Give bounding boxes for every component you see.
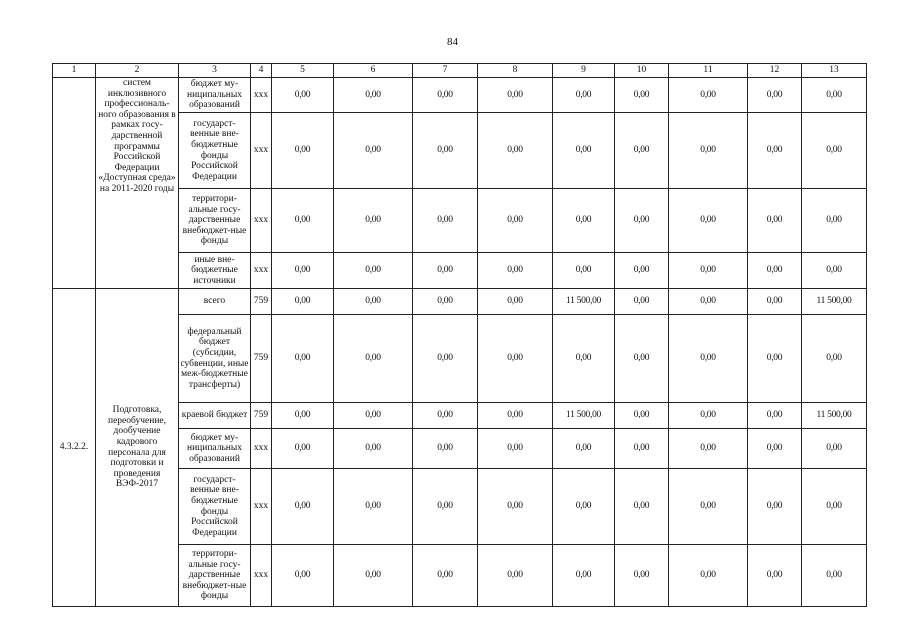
amount-cell: 0,00 bbox=[272, 403, 334, 429]
table-row bbox=[53, 289, 867, 315]
column-header: 3 bbox=[179, 64, 251, 78]
grbs-code-cell: ххх bbox=[251, 469, 272, 545]
amount-cell: 0,00 bbox=[478, 189, 553, 253]
amount-cell: 0,00 bbox=[669, 469, 748, 545]
amount-cell: 0,00 bbox=[334, 113, 413, 189]
amount-cell: 0,00 bbox=[478, 545, 553, 607]
table-body bbox=[53, 64, 867, 607]
amount-cell: 0,00 bbox=[272, 289, 334, 315]
amount-cell: 0,00 bbox=[615, 189, 669, 253]
amount-cell: 0,00 bbox=[334, 545, 413, 607]
column-header: 1 bbox=[53, 64, 96, 78]
amount-cell: 0,00 bbox=[669, 289, 748, 315]
amount-cell: 0,00 bbox=[802, 113, 867, 189]
grbs-code-cell: ххх bbox=[251, 189, 272, 253]
column-header: 4 bbox=[251, 64, 272, 78]
amount-cell: 0,00 bbox=[272, 253, 334, 289]
amount-cell: 0,00 bbox=[748, 113, 802, 189]
amount-cell: 0,00 bbox=[553, 315, 615, 403]
amount-cell: 0,00 bbox=[553, 78, 615, 113]
amount-cell: 0,00 bbox=[478, 289, 553, 315]
amount-cell: 11 500,00 bbox=[553, 403, 615, 429]
column-header: 12 bbox=[748, 64, 802, 78]
amount-cell: 0,00 bbox=[478, 113, 553, 189]
column-header: 11 bbox=[669, 64, 748, 78]
funding-source-cell: краевой бюджет bbox=[179, 403, 251, 429]
amount-cell: 0,00 bbox=[553, 113, 615, 189]
amount-cell: 0,00 bbox=[553, 253, 615, 289]
amount-cell: 0,00 bbox=[748, 403, 802, 429]
amount-cell: 0,00 bbox=[802, 253, 867, 289]
amount-cell: 0,00 bbox=[802, 315, 867, 403]
amount-cell: 0,00 bbox=[748, 78, 802, 113]
item-code: 4.3.2.2. bbox=[53, 289, 96, 607]
funding-source-cell: государст-венные вне-бюджетные фонды Российской Федерации bbox=[179, 469, 251, 545]
column-header: 5 bbox=[272, 64, 334, 78]
amount-cell: 0,00 bbox=[748, 289, 802, 315]
amount-cell: 0,00 bbox=[615, 315, 669, 403]
column-header: 9 bbox=[553, 64, 615, 78]
amount-cell: 0,00 bbox=[615, 545, 669, 607]
amount-cell: 0,00 bbox=[413, 113, 478, 189]
amount-cell: 0,00 bbox=[478, 403, 553, 429]
item-code bbox=[53, 78, 96, 289]
page-number: 84 bbox=[447, 36, 458, 48]
funding-source-cell: федеральный бюджет (субсидии, субвенции, иные меж-бюджетные трансферты) bbox=[179, 315, 251, 403]
amount-cell: 0,00 bbox=[615, 78, 669, 113]
amount-cell: 0,00 bbox=[669, 78, 748, 113]
table-row bbox=[53, 78, 867, 113]
amount-cell: 11 500,00 bbox=[553, 289, 615, 315]
grbs-code-cell: 759 bbox=[251, 289, 272, 315]
amount-cell: 0,00 bbox=[478, 315, 553, 403]
item-name: Подготовка, переобучение, дообучение кадрового персонала для подготовки и проведения ВЭФ-2017 bbox=[96, 289, 179, 607]
grbs-code-cell: ххх bbox=[251, 78, 272, 113]
amount-cell: 0,00 bbox=[478, 78, 553, 113]
amount-cell: 0,00 bbox=[553, 469, 615, 545]
funding-source-cell: иные вне-бюджетные источники bbox=[179, 253, 251, 289]
amount-cell: 0,00 bbox=[334, 78, 413, 113]
amount-cell: 0,00 bbox=[669, 545, 748, 607]
budget-table bbox=[52, 63, 867, 607]
amount-cell: 0,00 bbox=[413, 429, 478, 469]
funding-source-cell: бюджет му-ниципальных образований bbox=[179, 78, 251, 113]
amount-cell: 0,00 bbox=[413, 469, 478, 545]
amount-cell: 0,00 bbox=[334, 289, 413, 315]
amount-cell: 0,00 bbox=[334, 403, 413, 429]
amount-cell: 0,00 bbox=[272, 78, 334, 113]
amount-cell: 0,00 bbox=[615, 289, 669, 315]
amount-cell: 0,00 bbox=[748, 315, 802, 403]
amount-cell: 0,00 bbox=[272, 113, 334, 189]
amount-cell: 0,00 bbox=[669, 189, 748, 253]
amount-cell: 0,00 bbox=[334, 315, 413, 403]
column-header: 8 bbox=[478, 64, 553, 78]
amount-cell: 0,00 bbox=[669, 429, 748, 469]
amount-cell: 0,00 bbox=[615, 113, 669, 189]
amount-cell: 0,00 bbox=[553, 545, 615, 607]
amount-cell: 0,00 bbox=[272, 429, 334, 469]
amount-cell: 0,00 bbox=[413, 253, 478, 289]
column-header: 6 bbox=[334, 64, 413, 78]
amount-cell: 0,00 bbox=[615, 469, 669, 545]
amount-cell: 0,00 bbox=[802, 545, 867, 607]
amount-cell: 0,00 bbox=[553, 429, 615, 469]
amount-cell: 0,00 bbox=[272, 545, 334, 607]
column-header: 7 bbox=[413, 64, 478, 78]
amount-cell: 0,00 bbox=[802, 429, 867, 469]
amount-cell: 0,00 bbox=[669, 315, 748, 403]
amount-cell: 0,00 bbox=[669, 113, 748, 189]
item-name: систем инклюзивного профессиональ-ного образования в рамках госу-дарственной программы Российской Федерации «Доступная среда» на 2011-2020 годы bbox=[96, 78, 179, 289]
funding-source-cell: государст-венные вне-бюджетные фонды Российской Федерации bbox=[179, 113, 251, 189]
funding-source-cell: всего bbox=[179, 289, 251, 315]
grbs-code-cell: ххх bbox=[251, 113, 272, 189]
amount-cell: 0,00 bbox=[413, 545, 478, 607]
amount-cell: 0,00 bbox=[272, 315, 334, 403]
amount-cell: 0,00 bbox=[272, 469, 334, 545]
amount-cell: 0,00 bbox=[413, 315, 478, 403]
amount-cell: 0,00 bbox=[669, 253, 748, 289]
amount-cell: 0,00 bbox=[553, 189, 615, 253]
amount-cell: 0,00 bbox=[478, 253, 553, 289]
amount-cell: 0,00 bbox=[413, 403, 478, 429]
amount-cell: 0,00 bbox=[413, 189, 478, 253]
column-header: 10 bbox=[615, 64, 669, 78]
amount-cell: 0,00 bbox=[478, 429, 553, 469]
amount-cell: 0,00 bbox=[615, 429, 669, 469]
amount-cell: 0,00 bbox=[802, 189, 867, 253]
amount-cell: 0,00 bbox=[748, 469, 802, 545]
funding-source-cell: территори-альные госу-дарственные внебюджет-ные фонды bbox=[179, 545, 251, 607]
amount-cell: 0,00 bbox=[748, 253, 802, 289]
grbs-code-cell: 759 bbox=[251, 315, 272, 403]
funding-source-cell: бюджет му-ниципальных образований bbox=[179, 429, 251, 469]
grbs-code-cell: ххх bbox=[251, 429, 272, 469]
amount-cell: 0,00 bbox=[413, 78, 478, 113]
amount-cell: 0,00 bbox=[615, 253, 669, 289]
amount-cell: 0,00 bbox=[334, 253, 413, 289]
grbs-code-cell: 759 bbox=[251, 403, 272, 429]
amount-cell: 0,00 bbox=[802, 469, 867, 545]
amount-cell: 0,00 bbox=[413, 289, 478, 315]
amount-cell: 0,00 bbox=[334, 469, 413, 545]
amount-cell: 11 500,00 bbox=[802, 289, 867, 315]
funding-source-cell: территори-альные госу-дарственные внебюджет-ные фонды bbox=[179, 189, 251, 253]
grbs-code-cell: ххх bbox=[251, 545, 272, 607]
amount-cell: 0,00 bbox=[272, 189, 334, 253]
amount-cell: 0,00 bbox=[802, 78, 867, 113]
column-header: 13 bbox=[802, 64, 867, 78]
amount-cell: 0,00 bbox=[615, 403, 669, 429]
amount-cell: 0,00 bbox=[334, 189, 413, 253]
amount-cell: 0,00 bbox=[748, 545, 802, 607]
amount-cell: 0,00 bbox=[748, 429, 802, 469]
header-row bbox=[53, 64, 867, 78]
grbs-code-cell: ххх bbox=[251, 253, 272, 289]
amount-cell: 0,00 bbox=[669, 403, 748, 429]
amount-cell: 11 500,00 bbox=[802, 403, 867, 429]
column-header: 2 bbox=[96, 64, 179, 78]
amount-cell: 0,00 bbox=[334, 429, 413, 469]
amount-cell: 0,00 bbox=[478, 469, 553, 545]
amount-cell: 0,00 bbox=[748, 189, 802, 253]
